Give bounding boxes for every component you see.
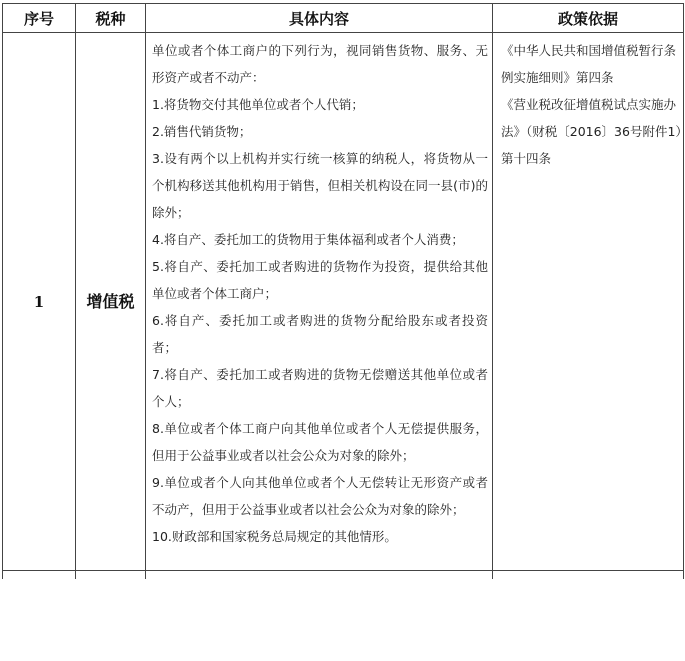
tail-cell (493, 571, 684, 580)
content-item-9: 9.单位或者个人向其他单位或者个人无偿转让无形资产或者不动产，但用于公益事业或者以社会公众为对象的除外； (152, 475, 488, 517)
content-item-5: 5.将自产、委托加工或者购进的货物作为投资，提供给其他单位或者个体工商户； (152, 259, 488, 301)
tail-cell (76, 571, 146, 580)
header-tax: 税种 (76, 4, 146, 33)
content-item-7: 7.将自产、委托加工或者购进的货物无偿赠送其他单位或者个人； (152, 367, 488, 409)
header-policy: 政策依据 (493, 4, 684, 33)
content-item-10: 10.财政部和国家税务总局规定的其他情形。 (152, 529, 397, 544)
table-header-row (3, 4, 684, 33)
content-item-3: 3.设有两个以上机构并实行统一核算的纳税人，将货物从一个机构移送其他机构用于销售，但相关机构设在同一县(市)的除外； (152, 151, 488, 220)
content-cell (146, 33, 493, 571)
table-tail-row (3, 571, 684, 580)
tax-policy-table (2, 3, 684, 579)
content-item-4: 4.将自产、委托加工的货物用于集体福利或者个人消费； (152, 232, 464, 247)
policy-basis-2: 《营业税改征增值税试点实施办法》（财税〔2016〕36号附件1）第十四条 (501, 97, 682, 166)
content-item-1: 1.将货物交付其他单位或者个人代销； (152, 97, 364, 112)
tax-type-cell (76, 33, 146, 571)
policy-cell (493, 33, 684, 571)
table-row (3, 33, 684, 571)
content-item-6: 6.将自产、委托加工或者购进的货物分配给股东或者投资者； (152, 313, 488, 355)
header-content: 具体内容 (146, 4, 493, 33)
tail-cell (3, 571, 76, 580)
tax-type: 增值税 (86, 291, 135, 311)
header-no: 序号 (3, 4, 76, 33)
tail-cell (146, 571, 493, 580)
row-number: 1 (3, 33, 76, 571)
content-item-2: 2.销售代销货物； (152, 124, 252, 139)
policy-basis-1: 《中华人民共和国增值税暂行条例实施细则》第四条 (501, 43, 677, 85)
content-intro: 单位或者个体工商户的下列行为，视同销售货物、服务、无形资产或者不动产： (152, 43, 488, 85)
content-item-8: 8.单位或者个体工商户向其他单位或者个人无偿提供服务，但用于公益事业或者以社会公众为对象的除外； (152, 421, 488, 463)
